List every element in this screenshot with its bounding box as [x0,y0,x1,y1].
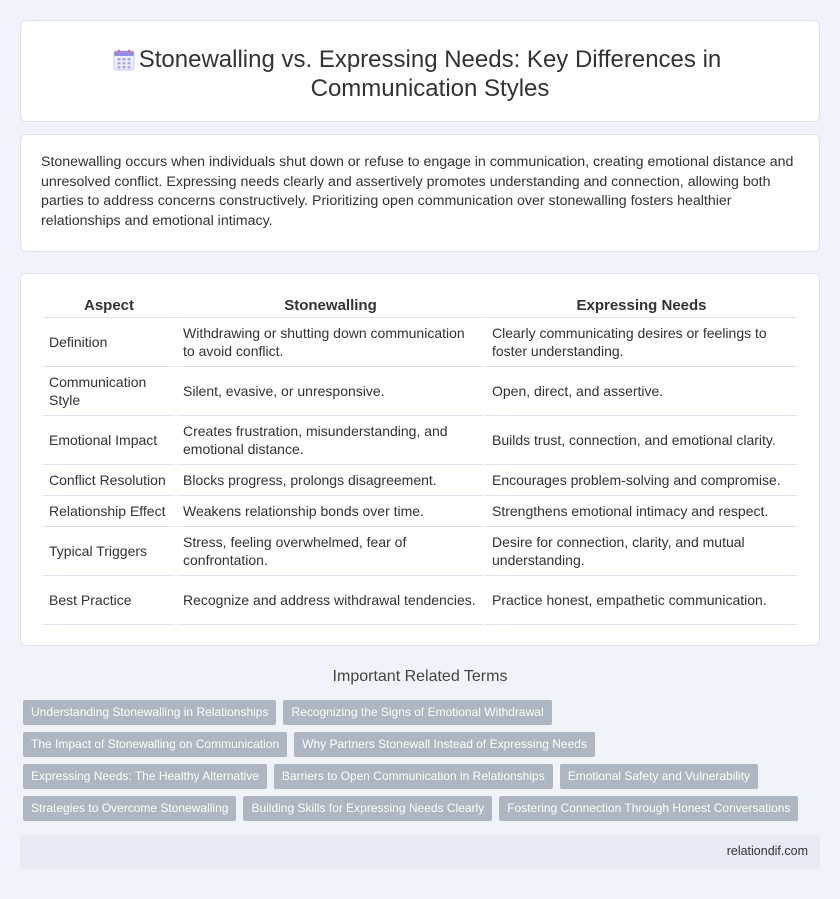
tag-row [23,700,803,725]
expressing-needs-cell: Builds trust, connection, and emotional clarity. [486,416,797,465]
table-row [43,318,797,367]
aspect-cell: Relationship Effect [43,496,175,527]
related-term-link[interactable]: Understanding Stonewalling in Relationships [23,700,276,725]
stonewalling-cell: Creates frustration, misunderstanding, and emotional distance. [177,416,484,465]
related-term-link[interactable]: The Impact of Stonewalling on Communication [23,732,287,757]
stonewalling-cell: Recognize and address withdrawal tendencies. [177,576,484,625]
aspect-cell: Typical Triggers [43,527,175,576]
expressing-needs-cell: Practice honest, empathetic communication. [486,576,797,625]
expressing-needs-cell: Open, direct, and assertive. [486,367,797,416]
intro-card [20,134,820,252]
related-terms-title: Important Related Terms [332,668,508,685]
header-card [20,20,820,122]
aspect-cell: Emotional Impact [43,416,175,465]
title-wrap [21,45,819,103]
comparison-table [41,296,799,625]
expressing-needs-cell: Clearly communicating desires or feelings to foster understanding. [486,318,797,367]
tag-row [23,796,803,821]
related-term-link[interactable]: Emotional Safety and Vulnerability [560,764,758,789]
stonewalling-cell: Weakens relationship bonds over time. [177,496,484,527]
calendar-icon [113,49,135,71]
related-term-link[interactable]: Why Partners Stonewall Instead of Expressing Needs [294,732,595,757]
related-term-link[interactable]: Barriers to Open Communication in Relationships [274,764,553,789]
page-title: Stonewalling vs. Expressing Needs: Key Differences in Communication Styles [138,46,722,102]
aspect-cell: Definition [43,318,175,367]
related-term-link[interactable]: Recognizing the Signs of Emotional Withdrawal [283,700,551,725]
related-term-link[interactable]: Expressing Needs: The Healthy Alternative [23,764,267,789]
aspect-cell: Communication Style [43,367,175,416]
aspect-cell: Conflict Resolution [43,465,175,496]
stonewalling-cell: Withdrawing or shutting down communication to avoid conflict. [177,318,484,367]
table-row [43,576,797,625]
expressing-needs-cell: Desire for connection, clarity, and mutual understanding. [486,527,797,576]
table-header-row [43,296,797,318]
footer-site-name: relationdif.com [726,844,808,858]
footer [20,835,820,869]
expressing-needs-cell: Encourages problem-solving and compromise. [486,465,797,496]
column-header-stonewalling: Stonewalling [177,296,484,318]
table-row [43,527,797,576]
related-term-link[interactable]: Building Skills for Expressing Needs Clearly [243,796,492,821]
column-header-expressing-needs: Expressing Needs [486,296,797,318]
stonewalling-cell: Stress, feeling overwhelmed, fear of confrontation. [177,527,484,576]
column-header-aspect: Aspect [43,296,175,318]
expressing-needs-cell: Strengthens emotional intimacy and respect. [486,496,797,527]
comparison-card [20,273,820,646]
stonewalling-cell: Silent, evasive, or unresponsive. [177,367,484,416]
intro-paragraph: Stonewalling occurs when individuals shut down or refuse to engage in communication, creating emotional distance and unresolved conflict. Expressing needs clearly and assertively promotes understanding and connection, allowing both parties to address concerns constructively. Prioritizing open communication over stonewalling fosters healthier relationships and emotional intimacy. [41,154,794,229]
table-row [43,416,797,465]
table-row [43,465,797,496]
related-terms-list [23,700,803,828]
tag-row [23,764,803,789]
tag-row [23,732,803,757]
related-term-link[interactable]: Strategies to Overcome Stonewalling [23,796,236,821]
aspect-cell: Best Practice [43,576,175,625]
table-row [43,367,797,416]
stonewalling-cell: Blocks progress, prolongs disagreement. [177,465,484,496]
related-term-link[interactable]: Fostering Connection Through Honest Conversations [499,796,798,821]
table-row [43,496,797,527]
